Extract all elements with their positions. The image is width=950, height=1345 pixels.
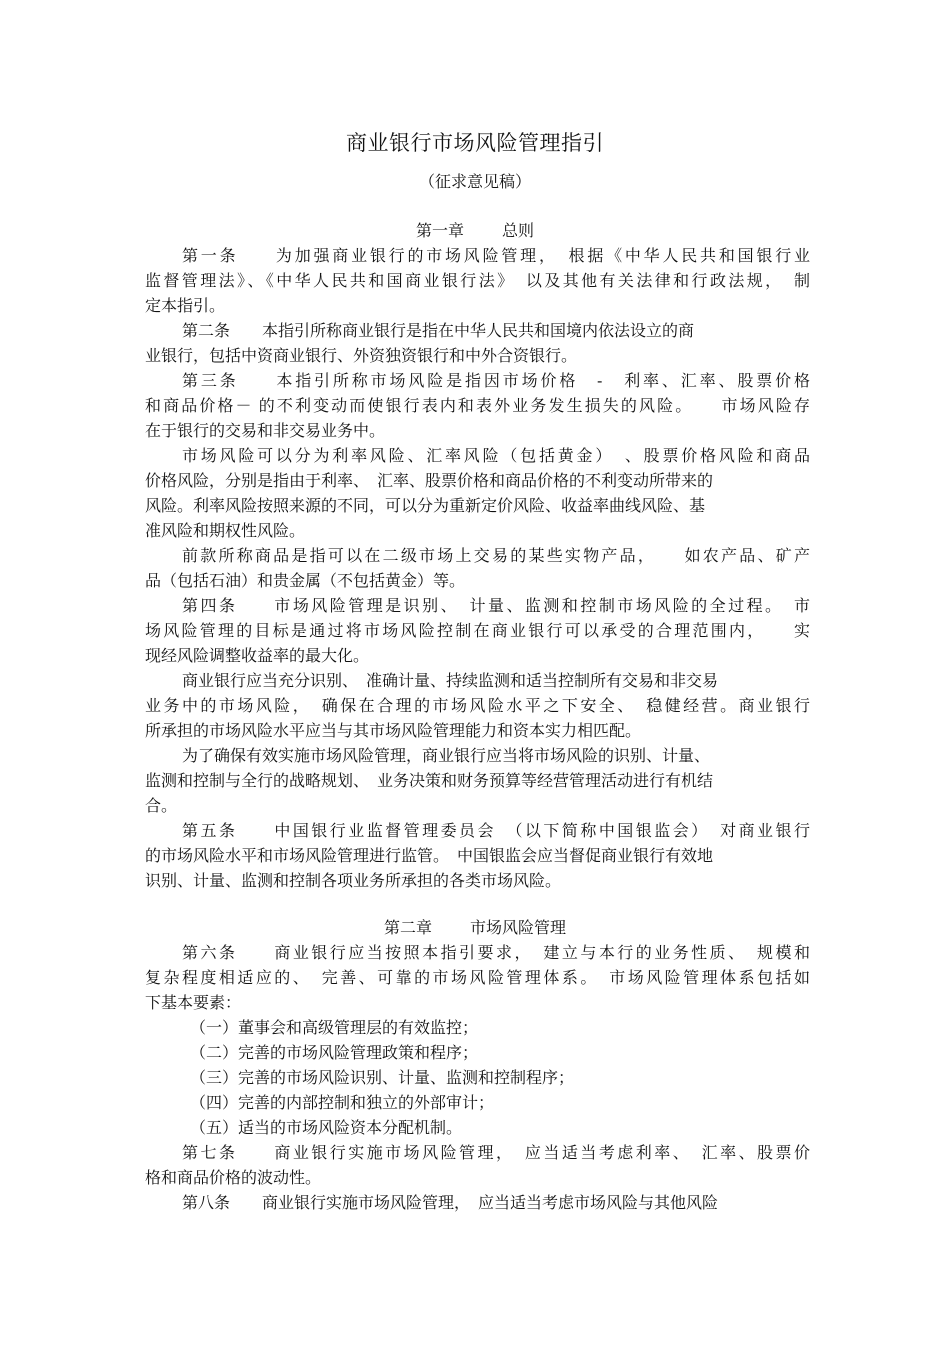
text-line: 第五条 中国银行业监督管理委员会 （以下简称中国银监会） 对商业银行 [182,821,810,840]
text-line: 风险。利率风险按照来源的不同，可以分为重新定价风险、收益率曲线风险、基 [145,496,706,515]
text-line: 第一条 为加强商业银行的市场风险管理， 根据《中华人民共和国银行业 [182,246,810,265]
text-line: 格和商品价格的波动性。 [145,1168,322,1187]
chapter-number: 第二章 [383,918,432,937]
text-line: 第六条 商业银行应当按照本指引要求， 建立与本行的业务性质、 规模和 [182,943,810,962]
text-line: 识别、计量、监测和控制各项业务所承担的各类市场风险。 [145,871,562,890]
list-item: （五）适当的市场风险资本分配机制。 [190,1118,463,1137]
text-line: 监测和控制与全行的战略规划、 业务决策和财务预算等经营管理活动进行有机结 [145,771,714,790]
text-line: 商业银行应当充分识别、 准确计量、持续监测和适当控制所有交易和非交易 [182,671,719,690]
text-line: 所承担的市场风险水平应当与其市场风险管理能力和资本实力相匹配。 [145,721,642,740]
text-line: 场风险管理的目标是通过将市场风险控制在商业银行可以承受的合理范围内， 实 [145,621,810,640]
text-line: 和商品价格－ 的不利变动而使银行表内和表外业务发生损失的风险。 市场风险存 [145,396,810,415]
text-line: 为了确保有效实施市场风险管理，商业银行应当将市场风险的识别、计量、 [182,746,711,765]
list-item: （一）董事会和高级管理层的有效监控； [190,1018,479,1037]
text-line: 复杂程度相适应的、 完善、可靠的市场风险管理体系。 市场风险管理体系包括如 [145,968,810,987]
text-line: 市场风险可以分为利率风险、汇率风险（包括黄金） 、股票价格风险和商品 [182,446,810,465]
text-line: 第三条 本指引所称市场风险是指因市场价格 - 利率、汇率、股票价格 [182,371,810,390]
text-line: 准风险和期权性风险。 [145,521,306,540]
text-line: 下基本要素： [145,993,242,1012]
list-item: （二）完善的市场风险管理政策和程序； [190,1043,479,1062]
chapter-name: 总则 [502,221,535,240]
list-item: （四）完善的内部控制和独立的外部审计； [190,1093,495,1112]
text-line: 第八条 商业银行实施市场风险管理， 应当适当考虑市场风险与其他风险 [182,1193,719,1212]
chapter-number: 第一章 [415,221,464,240]
text-line: 现经风险调整收益率的最大化。 [145,646,370,665]
document-subtitle: （征求意见稿） [418,172,531,191]
text-line: 定本指引。 [145,296,226,315]
chapter-heading-2 [0,915,950,940]
text-line: 的市场风险水平和市场风险管理进行监管。 中国银监会应当督促商业银行有效地 [145,846,714,865]
text-line: 在于银行的交易和非交易业务中。 [145,421,386,440]
document-title: 商业银行市场风险管理指引 [346,131,604,155]
text-line: 第四条 市场风险管理是识别、 计量、监测和控制市场风险的全过程。 市 [182,596,810,615]
text-line: 价格风险，分别是指由于利率、 汇率、股票价格和商品价格的不利变动所带来的 [145,471,714,490]
chapter-heading-1 [0,218,950,243]
text-line: 第七条 商业银行实施市场风险管理， 应当适当考虑利率、 汇率、股票价 [182,1143,810,1162]
text-line: 品（包括石油）和贵金属（不包括黄金）等。 [145,571,466,590]
chapter-name: 市场风险管理 [470,918,567,937]
text-line: 合。 [145,796,178,815]
text-line: 监督管理法》、《中华人民共和国商业银行法》 以及其他有关法律和行政法规， 制 [145,271,810,290]
text-line: 业务中的市场风险， 确保在合理的市场风险水平之下安全、 稳健经营。商业银行 [145,696,810,715]
text-line: 业银行，包括中资商业银行、外资独资银行和中外合资银行。 [145,346,578,365]
list-item: （三）完善的市场风险识别、计量、监测和控制程序； [190,1068,575,1087]
text-line: 第二条 本指引所称商业银行是指在中华人民共和国境内依法设立的商 [182,321,695,340]
text-line: 前款所称商品是指可以在二级市场上交易的某些实物产品， 如农产品、矿产 [182,546,810,565]
